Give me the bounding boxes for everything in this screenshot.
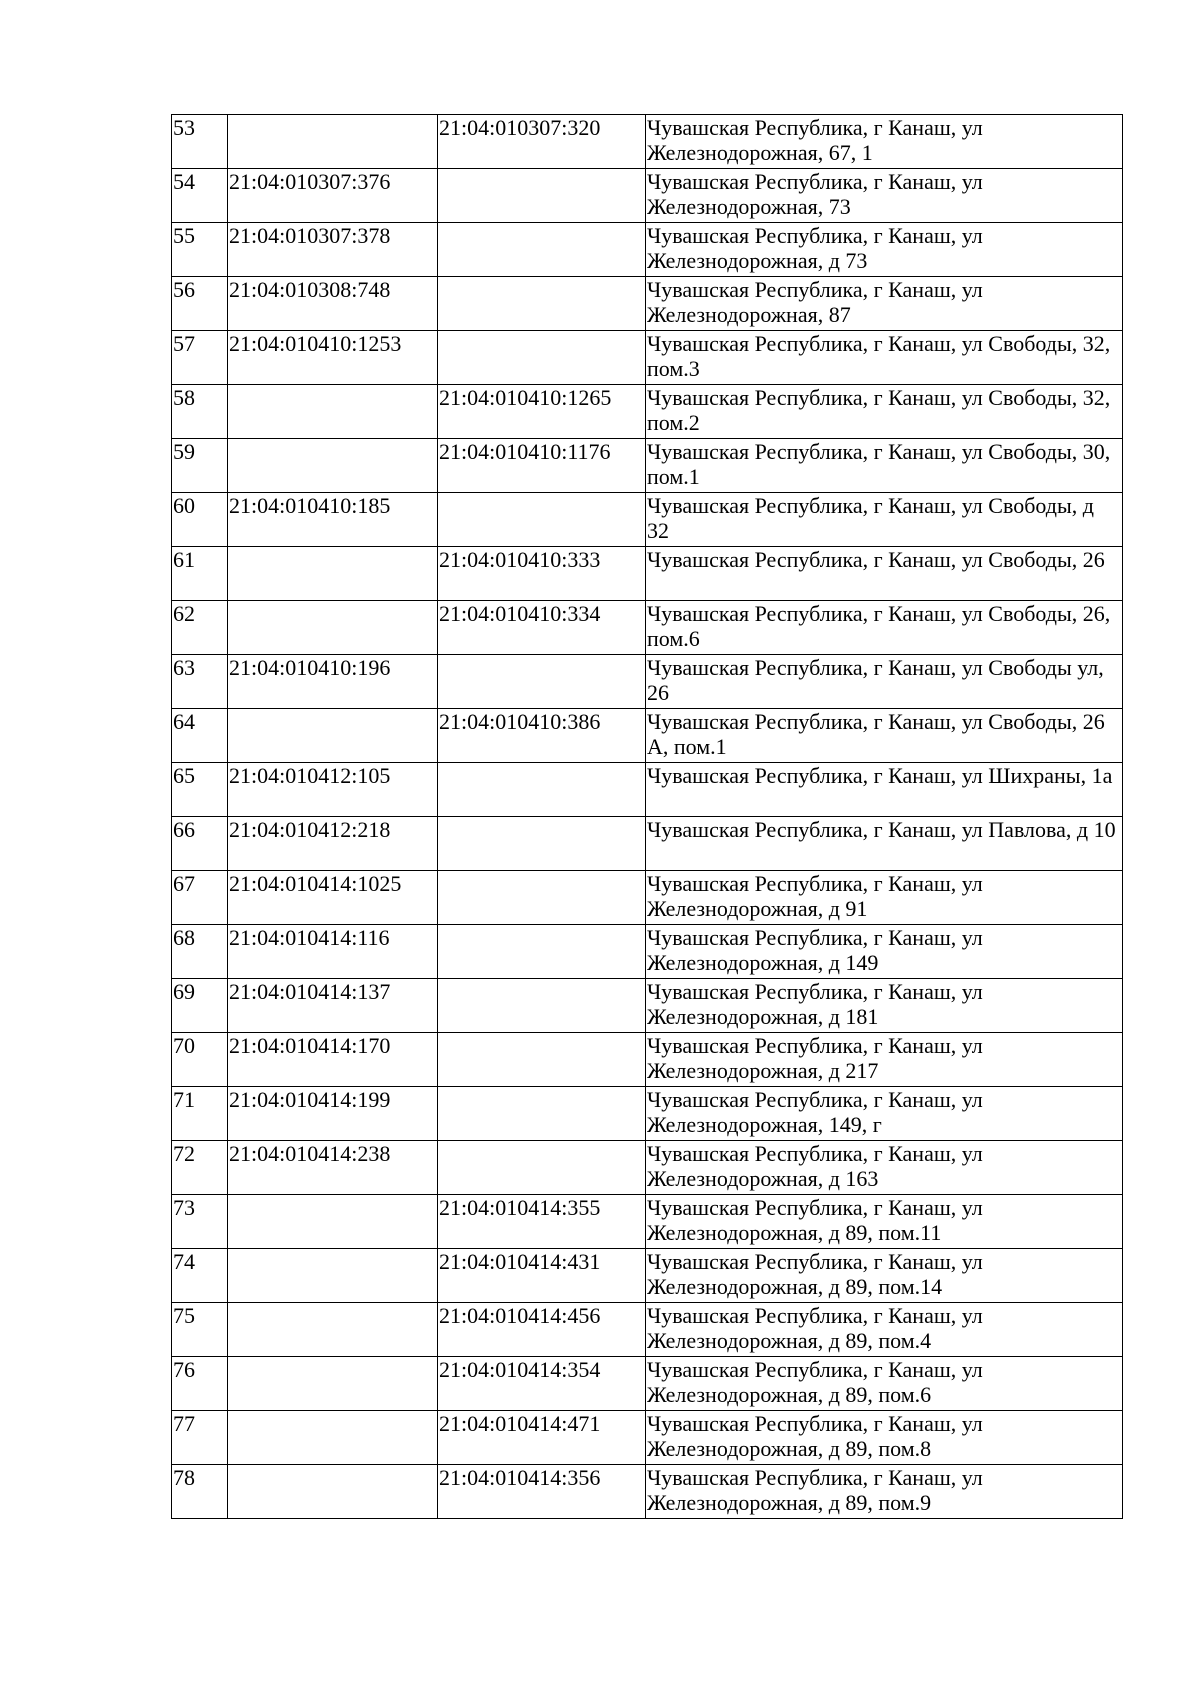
table-row: [172, 763, 1123, 817]
address-cell: Чувашская Республика, г Канаш, ул Железнодорожная, д 89, пом.4: [646, 1303, 1123, 1357]
cadastral-number-alt-cell: 21:04:010410:1265: [438, 385, 646, 439]
cadastral-number-alt-cell: 21:04:010410:334: [438, 601, 646, 655]
table-row: [172, 223, 1123, 277]
address-cell: Чувашская Республика, г Канаш, ул Железнодорожная, д 89, пом.9: [646, 1465, 1123, 1519]
table-row: [172, 385, 1123, 439]
cadastral-number-cell: 21:04:010414:199: [228, 1087, 438, 1141]
row-number-cell: 72: [172, 1141, 228, 1195]
row-number-cell: 76: [172, 1357, 228, 1411]
row-number-cell: 65: [172, 763, 228, 817]
table-row: [172, 1465, 1123, 1519]
address-cell: Чувашская Республика, г Канаш, ул Железнодорожная, д 73: [646, 223, 1123, 277]
table-row: [172, 709, 1123, 763]
cadastral-number-cell: [228, 709, 438, 763]
row-number-cell: 54: [172, 169, 228, 223]
row-number-cell: 62: [172, 601, 228, 655]
cadastral-number-alt-cell: [438, 1033, 646, 1087]
cadastral-number-alt-cell: [438, 223, 646, 277]
cadastral-number-cell: [228, 1303, 438, 1357]
address-cell: Чувашская Республика, г Канаш, ул Железнодорожная, 73: [646, 169, 1123, 223]
cadastral-number-alt-cell: [438, 655, 646, 709]
row-number-cell: 64: [172, 709, 228, 763]
address-cell: Чувашская Республика, г Канаш, ул Железнодорожная, д 89, пом.8: [646, 1411, 1123, 1465]
address-cell: Чувашская Республика, г Канаш, ул Железнодорожная, д 89, пом.6: [646, 1357, 1123, 1411]
table-row: [172, 493, 1123, 547]
table-body: [172, 115, 1123, 1519]
cadastral-number-alt-cell: 21:04:010414:354: [438, 1357, 646, 1411]
cadastral-number-alt-cell: [438, 493, 646, 547]
row-number-cell: 55: [172, 223, 228, 277]
row-number-cell: 57: [172, 331, 228, 385]
cadastral-number-cell: 21:04:010414:238: [228, 1141, 438, 1195]
cadastral-number-alt-cell: [438, 331, 646, 385]
cadastral-number-cell: [228, 547, 438, 601]
row-number-cell: 77: [172, 1411, 228, 1465]
table-row: [172, 1249, 1123, 1303]
cadastral-number-cell: [228, 1249, 438, 1303]
row-number-cell: 66: [172, 817, 228, 871]
cadastral-number-cell: 21:04:010410:196: [228, 655, 438, 709]
table-row: [172, 331, 1123, 385]
cadastral-number-alt-cell: [438, 277, 646, 331]
table-row: [172, 1411, 1123, 1465]
cadastral-number-alt-cell: 21:04:010307:320: [438, 115, 646, 169]
cadastral-number-cell: 21:04:010410:1253: [228, 331, 438, 385]
table-row: [172, 1141, 1123, 1195]
address-cell: Чувашская Республика, г Канаш, ул Свободы, 26 А, пом.1: [646, 709, 1123, 763]
table-row: [172, 439, 1123, 493]
row-number-cell: 69: [172, 979, 228, 1033]
table-row: [172, 817, 1123, 871]
cadastral-number-cell: [228, 1411, 438, 1465]
table-row: [172, 655, 1123, 709]
address-cell: Чувашская Республика, г Канаш, ул Железнодорожная, д 217: [646, 1033, 1123, 1087]
table-row: [172, 979, 1123, 1033]
cadastral-number-cell: [228, 1195, 438, 1249]
row-number-cell: 70: [172, 1033, 228, 1087]
cadastral-number-cell: [228, 385, 438, 439]
row-number-cell: 74: [172, 1249, 228, 1303]
cadastral-number-alt-cell: 21:04:010414:456: [438, 1303, 646, 1357]
table-row: [172, 277, 1123, 331]
cadastral-number-cell: 21:04:010414:116: [228, 925, 438, 979]
cadastral-number-alt-cell: [438, 817, 646, 871]
address-cell: Чувашская Республика, г Канаш, ул Свободы, д 32: [646, 493, 1123, 547]
table-row: [172, 547, 1123, 601]
cadastral-number-cell: 21:04:010307:378: [228, 223, 438, 277]
row-number-cell: 63: [172, 655, 228, 709]
table-row: [172, 115, 1123, 169]
address-cell: Чувашская Республика, г Канаш, ул Железнодорожная, 87: [646, 277, 1123, 331]
cadastral-number-cell: 21:04:010412:218: [228, 817, 438, 871]
row-number-cell: 61: [172, 547, 228, 601]
cadastral-number-cell: 21:04:010414:1025: [228, 871, 438, 925]
cadastral-number-alt-cell: 21:04:010410:386: [438, 709, 646, 763]
cadastral-number-cell: 21:04:010414:137: [228, 979, 438, 1033]
address-cell: Чувашская Республика, г Канаш, ул Железнодорожная, д 89, пом.14: [646, 1249, 1123, 1303]
address-cell: Чувашская Республика, г Канаш, ул Свободы, 26: [646, 547, 1123, 601]
cadastral-number-cell: 21:04:010414:170: [228, 1033, 438, 1087]
cadastral-number-alt-cell: 21:04:010414:471: [438, 1411, 646, 1465]
cadastral-number-alt-cell: [438, 763, 646, 817]
row-number-cell: 71: [172, 1087, 228, 1141]
table-row: [172, 1087, 1123, 1141]
table-row: [172, 1033, 1123, 1087]
row-number-cell: 67: [172, 871, 228, 925]
cadastral-number-alt-cell: [438, 1141, 646, 1195]
row-number-cell: 53: [172, 115, 228, 169]
table-row: [172, 871, 1123, 925]
cadastral-number-alt-cell: 21:04:010410:1176: [438, 439, 646, 493]
address-cell: Чувашская Республика, г Канаш, ул Шихраны, 1а: [646, 763, 1123, 817]
row-number-cell: 68: [172, 925, 228, 979]
address-cell: Чувашская Республика, г Канаш, ул Железнодорожная, 67, 1: [646, 115, 1123, 169]
address-cell: Чувашская Республика, г Канаш, ул Железнодорожная, д 149: [646, 925, 1123, 979]
cadastral-number-alt-cell: [438, 871, 646, 925]
address-cell: Чувашская Республика, г Канаш, ул Свободы, 26, пом.6: [646, 601, 1123, 655]
address-cell: Чувашская Республика, г Канаш, ул Свободы, 30, пом.1: [646, 439, 1123, 493]
cadastral-number-cell: [228, 439, 438, 493]
address-cell: Чувашская Республика, г Канаш, ул Свободы ул, 26: [646, 655, 1123, 709]
cadastral-number-cell: [228, 601, 438, 655]
property-table: [171, 114, 1123, 1519]
table-row: [172, 1357, 1123, 1411]
row-number-cell: 78: [172, 1465, 228, 1519]
table-row: [172, 601, 1123, 655]
cadastral-number-alt-cell: [438, 925, 646, 979]
cadastral-number-cell: 21:04:010412:105: [228, 763, 438, 817]
cadastral-number-alt-cell: 21:04:010414:355: [438, 1195, 646, 1249]
address-cell: Чувашская Республика, г Канаш, ул Павлова, д 10: [646, 817, 1123, 871]
cadastral-number-alt-cell: 21:04:010414:431: [438, 1249, 646, 1303]
table-row: [172, 169, 1123, 223]
cadastral-number-alt-cell: 21:04:010414:356: [438, 1465, 646, 1519]
cadastral-number-cell: 21:04:010308:748: [228, 277, 438, 331]
cadastral-number-alt-cell: 21:04:010410:333: [438, 547, 646, 601]
row-number-cell: 58: [172, 385, 228, 439]
address-cell: Чувашская Республика, г Канаш, ул Свободы, 32, пом.2: [646, 385, 1123, 439]
row-number-cell: 59: [172, 439, 228, 493]
address-cell: Чувашская Республика, г Канаш, ул Железнодорожная, д 181: [646, 979, 1123, 1033]
cadastral-number-cell: [228, 1357, 438, 1411]
cadastral-number-alt-cell: [438, 1087, 646, 1141]
address-cell: Чувашская Республика, г Канаш, ул Свободы, 32, пом.3: [646, 331, 1123, 385]
cadastral-number-cell: [228, 1465, 438, 1519]
row-number-cell: 73: [172, 1195, 228, 1249]
address-cell: Чувашская Республика, г Канаш, ул Железнодорожная, д 163: [646, 1141, 1123, 1195]
cadastral-number-alt-cell: [438, 979, 646, 1033]
row-number-cell: 60: [172, 493, 228, 547]
address-cell: Чувашская Республика, г Канаш, ул Железнодорожная, д 91: [646, 871, 1123, 925]
row-number-cell: 75: [172, 1303, 228, 1357]
cadastral-number-cell: 21:04:010307:376: [228, 169, 438, 223]
table-row: [172, 1303, 1123, 1357]
row-number-cell: 56: [172, 277, 228, 331]
table-row: [172, 1195, 1123, 1249]
table-row: [172, 925, 1123, 979]
cadastral-number-cell: 21:04:010410:185: [228, 493, 438, 547]
address-cell: Чувашская Республика, г Канаш, ул Железнодорожная, 149, г: [646, 1087, 1123, 1141]
cadastral-number-alt-cell: [438, 169, 646, 223]
cadastral-number-cell: [228, 115, 438, 169]
address-cell: Чувашская Республика, г Канаш, ул Железнодорожная, д 89, пом.11: [646, 1195, 1123, 1249]
